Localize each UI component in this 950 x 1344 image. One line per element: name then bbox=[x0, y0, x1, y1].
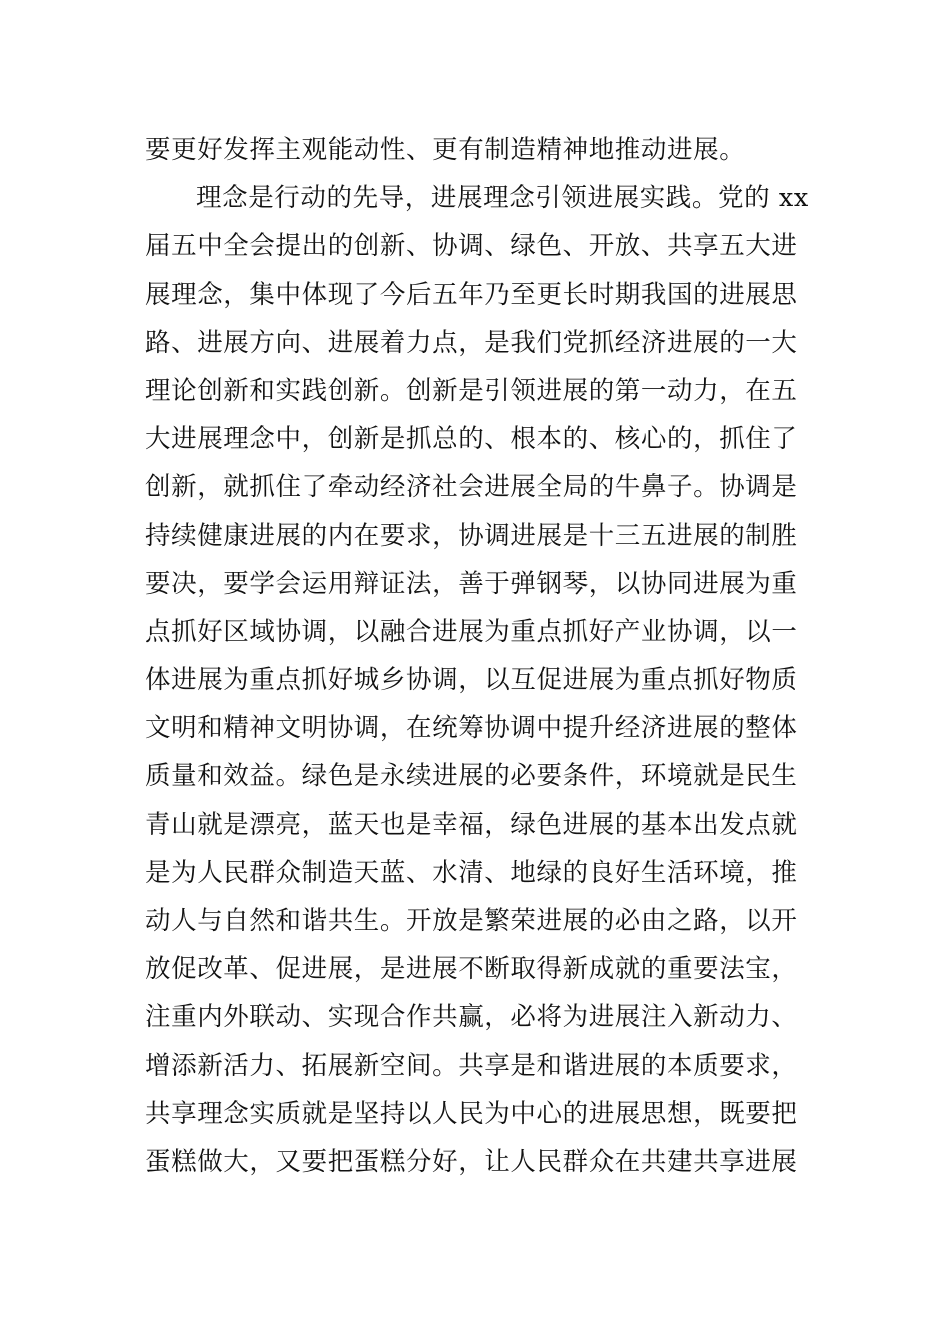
text-line: 理论创新和实践创新。创新是引领进展的第一动力，在五 bbox=[145, 375, 798, 406]
text-line: 注重内外联动、实现合作共赢，必将为进展注入新动力、 bbox=[145, 1002, 798, 1033]
text-line: 创新，就抓住了牵动经济社会进展全局的牛鼻子。协调是 bbox=[145, 472, 798, 503]
text-line: 要更好发挥主观能动性、更有制造精神地推动进展。 bbox=[145, 135, 746, 165]
text-line: 点抓好区域协调，以融合进展为重点抓好产业协调，以一 bbox=[145, 616, 798, 647]
text-line: 路、进展方向、进展着力点，是我们党抓经济进展的一大 bbox=[145, 327, 798, 358]
text-line: 展理念，集中体现了今后五年乃至更长时期我国的进展思 bbox=[145, 279, 798, 310]
text-line: 文明和精神文明协调，在统筹协调中提升经济进展的整体 bbox=[145, 713, 798, 744]
text-line: 动人与自然和谐共生。开放是繁荣进展的必由之路，以开 bbox=[145, 906, 798, 936]
text-line: 持续健康进展的内在要求，协调进展是十三五进展的制胜 bbox=[145, 520, 798, 551]
text-line: 要决，要学会运用辩证法，善于弹钢琴，以协同进展为重 bbox=[145, 568, 798, 599]
text-line: 青山就是漂亮，蓝天也是幸福，绿色进展的基本出发点就 bbox=[145, 809, 798, 840]
text-line: 质量和效益。绿色是永续进展的必要条件，环境就是民生 bbox=[145, 761, 798, 792]
body-text bbox=[145, 126, 810, 1186]
text-line: 共享理念实质就是坚持以人民为中心的进展思想，既要把 bbox=[145, 1098, 798, 1129]
text-line: 增添新活力、拓展新空间。共享是和谐进展的本质要求， bbox=[145, 1050, 798, 1081]
text-line: 放促改革、促进展，是进展不断取得新成就的重要法宝， bbox=[145, 954, 798, 985]
text-line: 大进展理念中，创新是抓总的、根本的、核心的，抓住了 bbox=[145, 424, 798, 455]
paragraph-start-line: 理念是行动的先导，进展理念引领进展实践。党的 xx bbox=[196, 183, 809, 214]
text-line: 体进展为重点抓好城乡协调，以互促进展为重点抓好物质 bbox=[145, 665, 798, 696]
text-line: 是为人民群众制造天蓝、水清、地绿的良好生活环境，推 bbox=[145, 857, 798, 888]
text-line: 蛋糕做大，又要把蛋糕分好，让人民群众在共建共享进展 bbox=[145, 1146, 798, 1177]
text-line: 届五中全会提出的创新、协调、绿色、开放、共享五大进 bbox=[145, 231, 798, 262]
